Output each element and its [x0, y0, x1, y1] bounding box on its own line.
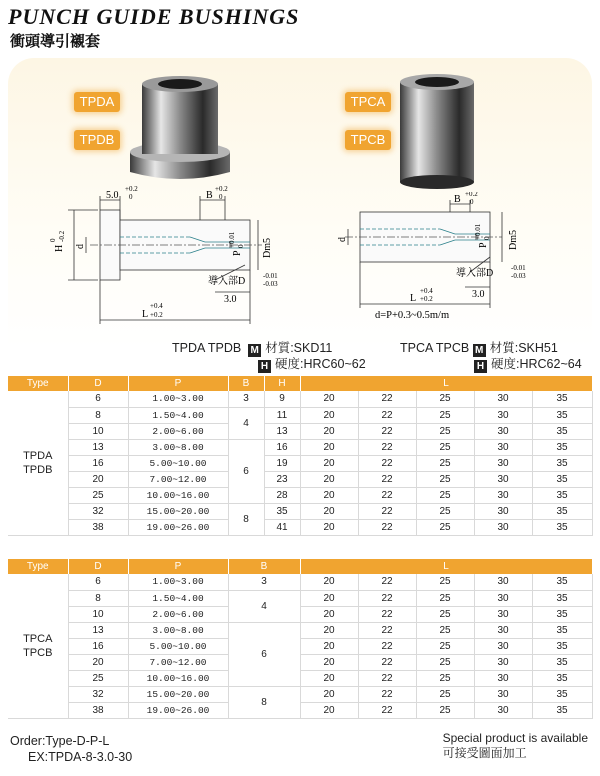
cell-l: 25 [416, 702, 474, 718]
type-label: TPDB [23, 463, 53, 476]
tol-entry-dn-right: -0.03 [511, 272, 526, 280]
tol-p-up-right: +0.01 [474, 223, 482, 240]
cell-d: 13 [68, 439, 128, 455]
cell-l: 30 [474, 590, 532, 606]
cell-l: 25 [416, 439, 474, 455]
type-label: TPCA [23, 632, 53, 645]
special-note-zh: 可接受圖面加工 [442, 746, 527, 760]
cell-l: 20 [300, 574, 358, 590]
cell-b: 8 [228, 686, 300, 718]
table-row [8, 638, 592, 654]
order-format [10, 733, 132, 765]
cell-l: 35 [532, 702, 592, 718]
cell-h: 23 [264, 471, 300, 487]
order-line: Order:Type-D-P-L [10, 734, 110, 748]
cell-d: 25 [68, 670, 128, 686]
cell-l: 25 [416, 391, 474, 407]
cell-l: 22 [358, 423, 416, 439]
cell-l: 30 [474, 654, 532, 670]
cell-l: 22 [358, 606, 416, 622]
tol-h-up: 0 [49, 238, 57, 242]
cell-l: 35 [532, 590, 592, 606]
cell-b: 6 [228, 622, 300, 686]
tol-l-dn-right: +0.2 [420, 295, 433, 303]
tol-l-up: +0.4 [150, 302, 163, 310]
cell-l: 20 [300, 519, 358, 535]
col-l: L [300, 559, 592, 574]
cell-l: 25 [416, 590, 474, 606]
cell-l: 20 [300, 686, 358, 702]
cell-d: 6 [68, 391, 128, 407]
material-mark-icon: M [248, 344, 261, 357]
cell-l: 30 [474, 519, 532, 535]
special-note-en: Special product is available [442, 731, 588, 745]
cell-l: 35 [532, 423, 592, 439]
col-l: L [300, 376, 592, 391]
cell-l: 22 [358, 471, 416, 487]
material-left-models: TPDA TPDB [172, 341, 242, 355]
cell-l: 20 [300, 455, 358, 471]
cell-l: 20 [300, 471, 358, 487]
headed-bushing-drawing [40, 180, 310, 330]
cell-d: 13 [68, 622, 128, 638]
dim-l-right: L [410, 293, 417, 304]
cell-h: 11 [264, 407, 300, 423]
page-subtitle: 衝頭導引襯套 [10, 32, 101, 50]
cell-d: 32 [68, 503, 128, 519]
dim-l: L [142, 309, 149, 320]
dim-b-right: B [454, 194, 461, 205]
material-right-material: 材質:SKH51 [489, 341, 558, 355]
cell-l: 35 [532, 471, 592, 487]
cell-b: 3 [228, 574, 300, 590]
cell-l: 22 [358, 670, 416, 686]
tol-l-dn: +0.2 [150, 311, 163, 319]
material-right-models: TPCA TPCB [400, 341, 470, 355]
tol-entry-dn: -0.03 [263, 280, 278, 288]
cell-l: 35 [532, 439, 592, 455]
cell-l: 30 [474, 423, 532, 439]
cell-l: 30 [474, 670, 532, 686]
col-type: Type [8, 559, 68, 574]
page-title: PUNCH GUIDE BUSHINGS [8, 4, 300, 29]
cell-l: 20 [300, 423, 358, 439]
cell-l: 22 [358, 503, 416, 519]
cell-l: 22 [358, 574, 416, 590]
cell-l: 35 [532, 638, 592, 654]
cell-l: 25 [416, 654, 474, 670]
cell-l: 20 [300, 391, 358, 407]
cell-d: 25 [68, 487, 128, 503]
hardness-mark-icon-right: H [474, 360, 487, 373]
spec-table-tpda-tpdb [8, 376, 593, 536]
cell-l: 20 [300, 638, 358, 654]
entry-label: 導入部D [208, 276, 246, 287]
dim-d-right: d [337, 237, 348, 242]
cell-d: 8 [68, 590, 128, 606]
cell-d: 10 [68, 423, 128, 439]
cell-l: 22 [358, 391, 416, 407]
dim-b: B [206, 190, 213, 201]
cell-l: 30 [474, 606, 532, 622]
tag-tpcb: TPCB [345, 130, 391, 150]
cell-p: 15.00~20.00 [128, 503, 228, 519]
cell-l: 20 [300, 702, 358, 718]
col-p: P [128, 376, 228, 391]
cell-h: 16 [264, 439, 300, 455]
tol-p-up: +0.01 [228, 231, 236, 248]
tag-tpda: TPDA [74, 92, 120, 112]
cell-l: 20 [300, 407, 358, 423]
type-label: TPDA [23, 449, 53, 462]
cell-d: 6 [68, 574, 128, 590]
col-d: D [68, 376, 128, 391]
spec-table-tpca-tpcb [8, 559, 593, 719]
cell-l: 22 [358, 590, 416, 606]
dim-p: P [232, 250, 243, 256]
tol-50-dn: 0 [129, 193, 133, 201]
cell-l: 30 [474, 439, 532, 455]
cell-l: 25 [416, 455, 474, 471]
entry-label-right: 導入部D [456, 268, 494, 279]
tag-tpca: TPCA [345, 92, 391, 112]
cell-l: 30 [474, 574, 532, 590]
cell-l: 35 [532, 622, 592, 638]
col-d: D [68, 559, 128, 574]
cell-p: 19.00~26.00 [128, 702, 228, 718]
dim-h: H [54, 244, 65, 252]
cell-p: 10.00~16.00 [128, 487, 228, 503]
cell-l: 22 [358, 702, 416, 718]
dim-30: 3.0 [224, 294, 237, 305]
col-p: P [128, 559, 228, 574]
cell-h: 41 [264, 519, 300, 535]
cell-h: 35 [264, 503, 300, 519]
cell-d: 10 [68, 606, 128, 622]
cell-l: 35 [532, 455, 592, 471]
dim-50: 5.0 [106, 190, 119, 201]
cell-l: 20 [300, 503, 358, 519]
cell-l: 22 [358, 519, 416, 535]
cell-p: 3.00~8.00 [128, 622, 228, 638]
cell-l: 20 [300, 654, 358, 670]
table-row [8, 590, 592, 606]
cell-d: 8 [68, 407, 128, 423]
table-row [8, 455, 592, 471]
tol-l-up-right: +0.4 [420, 287, 433, 295]
cell-h: 9 [264, 391, 300, 407]
cell-l: 22 [358, 622, 416, 638]
cell-b: 8 [228, 503, 264, 535]
cell-l: 35 [532, 503, 592, 519]
type-label: TPCB [23, 646, 53, 659]
cell-d: 32 [68, 686, 128, 702]
cell-l: 20 [300, 487, 358, 503]
table-row [8, 574, 592, 590]
cell-p: 1.00~3.00 [128, 391, 228, 407]
cell-l: 35 [532, 574, 592, 590]
cell-l: 20 [300, 439, 358, 455]
table-row [8, 670, 592, 686]
material-left-hardness: 硬度:HRC60~62 [275, 357, 366, 371]
cell-l: 22 [358, 654, 416, 670]
cell-l: 20 [300, 590, 358, 606]
material-mark-icon-right: M [473, 344, 486, 357]
cell-l: 25 [416, 670, 474, 686]
cell-l: 30 [474, 503, 532, 519]
table-row [8, 654, 592, 670]
cell-l: 25 [416, 487, 474, 503]
cell-d: 16 [68, 455, 128, 471]
table-row [8, 702, 592, 718]
order-example: EX:TPDA-8-3.0-30 [28, 750, 133, 764]
dim-dm5-right: Dm5 [508, 230, 519, 250]
cell-h: 19 [264, 455, 300, 471]
cell-l: 30 [474, 702, 532, 718]
table-row [8, 391, 592, 407]
cell-l: 30 [474, 622, 532, 638]
cell-h: 28 [264, 487, 300, 503]
cell-l: 25 [416, 503, 474, 519]
cell-l: 20 [300, 622, 358, 638]
table-row [8, 423, 592, 439]
cell-d: 20 [68, 654, 128, 670]
dim-p-right: P [478, 242, 489, 248]
cell-d: 38 [68, 519, 128, 535]
table-row [8, 606, 592, 622]
cell-p: 3.00~8.00 [128, 439, 228, 455]
cell-d: 16 [68, 638, 128, 654]
tol-50-up: +0.2 [125, 185, 138, 193]
straight-bushing-drawing [330, 192, 570, 322]
cell-p: 1.50~4.00 [128, 407, 228, 423]
cell-l: 25 [416, 407, 474, 423]
hardness-mark-icon: H [258, 360, 271, 373]
tol-b-dn: 0 [219, 193, 223, 201]
cell-l: 25 [416, 423, 474, 439]
table-header-row [8, 559, 592, 574]
cell-l: 20 [300, 670, 358, 686]
cell-l: 25 [416, 686, 474, 702]
cell-d: 38 [68, 702, 128, 718]
cell-l: 30 [474, 391, 532, 407]
col-type: Type [8, 376, 68, 391]
cell-l: 35 [532, 391, 592, 407]
material-right-hardness: 硬度:HRC62~64 [491, 357, 582, 371]
cell-l: 22 [358, 686, 416, 702]
table-row [8, 407, 592, 423]
table-row [8, 519, 592, 535]
cell-p: 2.00~6.00 [128, 606, 228, 622]
dim-30-right: 3.0 [472, 289, 485, 300]
col-b: B [228, 559, 300, 574]
cell-l: 25 [416, 519, 474, 535]
type-cell [8, 574, 68, 718]
cell-l: 35 [532, 606, 592, 622]
cell-p: 2.00~6.00 [128, 423, 228, 439]
cell-l: 22 [358, 487, 416, 503]
cell-l: 25 [416, 638, 474, 654]
dim-d: d [75, 244, 86, 249]
table-row [8, 471, 592, 487]
cell-p: 7.00~12.00 [128, 654, 228, 670]
table-row [8, 487, 592, 503]
cell-l: 35 [532, 670, 592, 686]
tol-b-dn-right: 0 [470, 198, 474, 206]
table-row [8, 439, 592, 455]
cell-l: 30 [474, 471, 532, 487]
cell-l: 25 [416, 606, 474, 622]
cell-l: 30 [474, 407, 532, 423]
tol-b-up-right: +0.2 [465, 192, 478, 198]
cell-p: 7.00~12.00 [128, 471, 228, 487]
cell-l: 22 [358, 638, 416, 654]
cell-l: 30 [474, 638, 532, 654]
straight-bushing-image [392, 72, 482, 192]
cell-l: 25 [416, 622, 474, 638]
cell-l: 22 [358, 455, 416, 471]
cell-l: 30 [474, 455, 532, 471]
headed-bushing-image [120, 70, 240, 190]
cell-p: 15.00~20.00 [128, 686, 228, 702]
bore-formula: d=P+0.3~0.5m/m [375, 310, 450, 321]
cell-l: 35 [532, 487, 592, 503]
table-row [8, 686, 592, 702]
cell-b: 4 [228, 590, 300, 622]
tol-entry-up: -0.01 [263, 272, 278, 280]
cell-l: 35 [532, 519, 592, 535]
cell-p: 10.00~16.00 [128, 670, 228, 686]
hardness-left [258, 354, 366, 373]
tol-h-dn: -0.2 [58, 230, 66, 242]
tol-b-up: +0.2 [215, 185, 228, 193]
cell-l: 30 [474, 487, 532, 503]
cell-l: 35 [532, 686, 592, 702]
cell-l: 22 [358, 439, 416, 455]
cell-b: 4 [228, 407, 264, 439]
material-left-material: 材質:SKD11 [265, 341, 333, 355]
cell-p: 5.00~10.00 [128, 455, 228, 471]
cell-l: 25 [416, 574, 474, 590]
cell-b: 6 [228, 439, 264, 503]
cell-l: 20 [300, 606, 358, 622]
tol-entry-up-right: -0.01 [511, 264, 526, 272]
cell-d: 20 [68, 471, 128, 487]
table-row [8, 503, 592, 519]
special-note [443, 731, 588, 761]
cell-p: 5.00~10.00 [128, 638, 228, 654]
dim-dm5: Dm5 [262, 238, 273, 258]
cell-p: 1.50~4.00 [128, 590, 228, 606]
cell-l: 25 [416, 471, 474, 487]
cell-p: 19.00~26.00 [128, 519, 228, 535]
cell-l: 30 [474, 686, 532, 702]
cell-l: 22 [358, 407, 416, 423]
tol-p-dn: 0 [237, 244, 245, 248]
cell-l: 35 [532, 407, 592, 423]
type-cell [8, 391, 68, 535]
hardness-right [474, 354, 582, 373]
col-b: B [228, 376, 264, 391]
cell-p: 1.00~3.00 [128, 574, 228, 590]
tag-tpdb: TPDB [74, 130, 120, 150]
table-row [8, 622, 592, 638]
tol-p-dn-right: 0 [483, 236, 491, 240]
table-header-row [8, 376, 592, 391]
cell-l: 35 [532, 654, 592, 670]
cell-h: 13 [264, 423, 300, 439]
cell-b: 3 [228, 391, 264, 407]
col-h: H [264, 376, 300, 391]
